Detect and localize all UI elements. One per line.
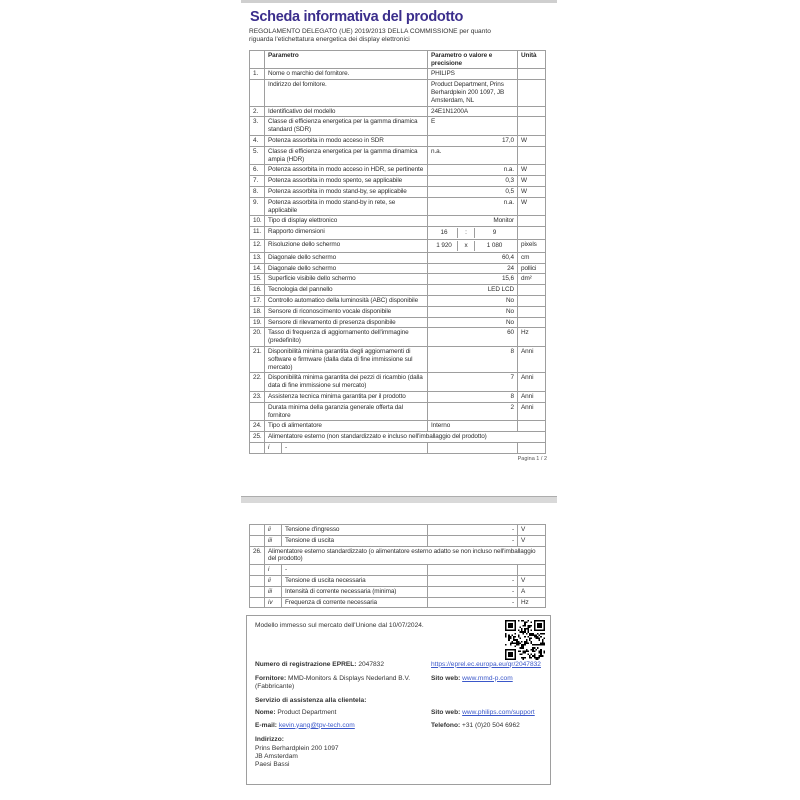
table-row xyxy=(250,306,546,317)
table-row xyxy=(250,263,546,274)
page-2 xyxy=(241,524,557,785)
table-row xyxy=(250,328,546,347)
param-label: Tipo di alimentatore xyxy=(265,421,428,432)
row-number xyxy=(250,80,265,106)
value-cell: 8 xyxy=(428,391,518,402)
email-info xyxy=(255,722,431,730)
table-row xyxy=(250,391,546,402)
row-number: 4. xyxy=(250,135,265,146)
value-cell: 7 xyxy=(428,373,518,392)
param-label: - xyxy=(282,442,428,453)
value-cell: Product Department, Prins Berhardplein 200 1097, JB Amsterdam, NL xyxy=(428,80,518,106)
param-label: Tasso di frequenza di aggiornamento dell'immagine (predefinito) xyxy=(265,328,428,347)
value-part: 16 xyxy=(440,229,448,237)
unit-cell: pixels xyxy=(518,239,546,252)
param-label: Risoluzione dello schermo xyxy=(265,239,428,252)
table-row xyxy=(250,535,546,546)
row-number: 25. xyxy=(250,432,265,443)
page-1 xyxy=(241,3,557,462)
param-label: Diagonale dello schermo xyxy=(265,252,428,263)
row-number: 26. xyxy=(250,546,265,565)
param-label: Classe di efficienza energetica per la gamma dinamica standard (SDR) xyxy=(265,117,428,136)
row-span-label: Alimentatore esterno standardizzato (o alimentatore esterno adatto se non incluso nell'imballaggio del prodotto) xyxy=(265,546,546,565)
param-label: Indirizzo del fornitore. xyxy=(265,80,428,106)
table-row xyxy=(250,586,546,597)
unit-cell: V xyxy=(518,535,546,546)
service-heading-label: Servizio di assistenza alla clientela: xyxy=(255,697,367,705)
param-label: Sensore di riconoscimento vocale disponibile xyxy=(265,306,428,317)
unit-cell xyxy=(518,216,546,227)
row-subindex: iv xyxy=(265,597,282,608)
row-number xyxy=(250,442,265,453)
qr-code-icon xyxy=(505,620,545,660)
unit-cell xyxy=(518,421,546,432)
unit-cell: A xyxy=(518,586,546,597)
unit-cell xyxy=(518,285,546,296)
value-cell: n.a. xyxy=(428,146,518,165)
value-cell: n.a. xyxy=(428,197,518,216)
table-row xyxy=(250,252,546,263)
address-line: JB Amsterdam xyxy=(255,753,298,761)
row-number xyxy=(250,525,265,536)
row-number: 13. xyxy=(250,252,265,263)
unit-cell: Anni xyxy=(518,373,546,392)
support-site xyxy=(431,709,542,717)
name-label: Nome: xyxy=(255,709,276,717)
row-number: 3. xyxy=(250,117,265,136)
supplier-info xyxy=(255,675,431,691)
value-cell: 8 xyxy=(428,346,518,372)
eprel-registration-row xyxy=(255,661,542,669)
row-number xyxy=(250,575,265,586)
row-number: 19. xyxy=(250,317,265,328)
table-row xyxy=(250,421,546,432)
table-row xyxy=(250,274,546,285)
param-label: Durata minima della garanzia generale offerta dal fornitore xyxy=(265,402,428,421)
header-valore: Parametro o valore e precisione xyxy=(428,50,518,69)
value-cell: 60,4 xyxy=(428,252,518,263)
table-row xyxy=(250,402,546,421)
value-cell: 2 xyxy=(428,402,518,421)
service-heading xyxy=(255,697,542,705)
table-row xyxy=(250,346,546,372)
row-number: 17. xyxy=(250,295,265,306)
table-row xyxy=(250,525,546,536)
value-cell xyxy=(428,442,518,453)
unit-cell xyxy=(518,295,546,306)
value-cell: No xyxy=(428,295,518,306)
unit-cell: cm xyxy=(518,252,546,263)
table-row xyxy=(250,165,546,176)
row-number xyxy=(250,586,265,597)
service-name xyxy=(255,709,431,717)
value-cell: Monitor xyxy=(428,216,518,227)
param-label: Potenza assorbita in modo spento, se applicabile xyxy=(265,176,428,187)
value-part: 9 xyxy=(492,229,497,237)
value-cell: - xyxy=(428,597,518,608)
param-label: Classe di efficienza energetica per la gamma dinamica ampia (HDR) xyxy=(265,146,428,165)
row-subindex: i xyxy=(265,565,282,576)
param-label: Assistenza tecnica minima garantita per il prodotto xyxy=(265,391,428,402)
row-number: 21. xyxy=(250,346,265,372)
header-empty-cell xyxy=(250,50,265,69)
page-footer: Pagina 1 / 2 xyxy=(517,455,547,462)
value-cell: - xyxy=(428,575,518,586)
table-row xyxy=(250,546,546,565)
param-label: Sensore di rilevamento di presenza disponibile xyxy=(265,317,428,328)
unit-cell: W xyxy=(518,135,546,146)
eprel-registration xyxy=(255,661,431,669)
mmd-website-link[interactable]: www.mmd-p.com xyxy=(462,674,513,682)
param-label: Intensità di corrente necessaria (minima) xyxy=(282,586,428,597)
value-cell: PHILIPS xyxy=(428,69,518,80)
value-cell xyxy=(428,565,518,576)
header-unita: Unità xyxy=(518,50,546,69)
value-cell: - xyxy=(428,525,518,536)
row-number xyxy=(250,402,265,421)
row-number: 24. xyxy=(250,421,265,432)
phone-number: +31 (0)20 504 6962 xyxy=(462,721,520,729)
param-label: Potenza assorbita in modo acceso in HDR, se pertinente xyxy=(265,165,428,176)
table-row xyxy=(250,227,546,240)
row-number: 11. xyxy=(250,227,265,240)
row-subindex: ii xyxy=(265,575,282,586)
unit-cell: Anni xyxy=(518,402,546,421)
row-span-label: Alimentatore esterno (non standardizzato e incluso nell'imballaggio del prodotto) xyxy=(265,432,546,443)
value-cell: 60 xyxy=(428,328,518,347)
value-cell: E xyxy=(428,117,518,136)
table-header-row xyxy=(250,50,546,69)
unit-cell xyxy=(518,227,546,240)
param-label: Potenza assorbita in modo acceso in SDR xyxy=(265,135,428,146)
eprel-number: 2047832 xyxy=(358,660,385,668)
value-cell: 0,5 xyxy=(428,186,518,197)
row-number: 15. xyxy=(250,274,265,285)
unit-cell: Hz xyxy=(518,328,546,347)
row-number: 2. xyxy=(250,106,265,117)
value-cell xyxy=(428,227,518,240)
unit-cell xyxy=(518,317,546,328)
param-label: Potenza assorbita in modo stand-by in rete, se applicabile xyxy=(265,197,428,216)
row-number: 1. xyxy=(250,69,265,80)
table-row xyxy=(250,285,546,296)
unit-cell: W xyxy=(518,186,546,197)
table-row xyxy=(250,317,546,328)
table-row xyxy=(250,575,546,586)
row-subindex: ii xyxy=(265,525,282,536)
row-number: 16. xyxy=(250,285,265,296)
value-cell: 0,3 xyxy=(428,176,518,187)
contact-row xyxy=(255,722,542,730)
header-parametro: Parametro xyxy=(265,50,428,69)
address-line: Paesi Bassi xyxy=(255,761,290,769)
value-cell xyxy=(428,239,518,252)
value-cell: - xyxy=(428,535,518,546)
value-parts xyxy=(431,241,514,251)
value-cell: - xyxy=(428,586,518,597)
param-label: Tecnologia del pannello xyxy=(265,285,428,296)
value-parts xyxy=(431,228,514,238)
unit-cell: V xyxy=(518,575,546,586)
unit-cell xyxy=(518,306,546,317)
row-number: 7. xyxy=(250,176,265,187)
eprel-qr-link[interactable]: https://eprel.ec.europa.eu/qr/2047832 xyxy=(431,660,541,668)
row-number: 6. xyxy=(250,165,265,176)
supplier-row xyxy=(255,675,542,691)
row-number: 5. xyxy=(250,146,265,165)
row-number: 9. xyxy=(250,197,265,216)
row-number: 22. xyxy=(250,373,265,392)
value-cell: No xyxy=(428,306,518,317)
value-cell: 17,0 xyxy=(428,135,518,146)
param-label: Tensione di uscita xyxy=(282,535,428,546)
value-cell: n.a. xyxy=(428,165,518,176)
unit-cell: Anni xyxy=(518,346,546,372)
unit-cell: Anni xyxy=(518,391,546,402)
table-row xyxy=(250,106,546,117)
address-lines xyxy=(255,745,542,770)
param-label: Disponibilità minima garantita degli aggiornamenti di software e firmware (dalla data di fine immissione sul mercato) xyxy=(265,346,428,372)
value-part: 1 080 xyxy=(486,241,503,249)
unit-cell xyxy=(518,106,546,117)
unit-cell: W xyxy=(518,165,546,176)
value-cell: 24 xyxy=(428,263,518,274)
eprel-link-wrap xyxy=(431,661,542,669)
eprel-info-box xyxy=(246,615,551,785)
row-number xyxy=(250,597,265,608)
supplier-site xyxy=(431,675,542,683)
param-label: Tensione di uscita necessaria xyxy=(282,575,428,586)
supplier-name: MMD-Monitors & Displays Nederland B.V. (Fabbricante) xyxy=(255,674,411,690)
row-number xyxy=(250,565,265,576)
regulation-subtitle: REGOLAMENTO DELEGATO (UE) 2019/2013 DELLA COMMISSIONE per quanto riguarda l'etichettatura energetica dei display elettronici xyxy=(249,28,491,44)
row-subindex: iii xyxy=(265,535,282,546)
row-number: 10. xyxy=(250,216,265,227)
address-line: Prins Berhardplein 200 1097 xyxy=(255,745,339,752)
row-number: 20. xyxy=(250,328,265,347)
table-row xyxy=(250,295,546,306)
value-part: : xyxy=(457,228,475,238)
unit-cell xyxy=(518,442,546,453)
row-number xyxy=(250,535,265,546)
table-row xyxy=(250,176,546,187)
service-name-value: Product Department xyxy=(277,709,337,717)
email-label: E-mail: xyxy=(255,721,277,729)
unit-cell xyxy=(518,69,546,80)
service-name-row xyxy=(255,709,542,717)
unit-cell xyxy=(518,146,546,165)
value-cell: LED LCD xyxy=(428,285,518,296)
param-label: Frequenza di corrente necessaria xyxy=(282,597,428,608)
supplier-label: Fornitore: xyxy=(255,674,287,682)
phone-label: Telefono: xyxy=(431,721,461,729)
table-row xyxy=(250,69,546,80)
row-number: 14. xyxy=(250,263,265,274)
row-number: 18. xyxy=(250,306,265,317)
unit-cell: Hz xyxy=(518,597,546,608)
value-part: 1 920 xyxy=(436,241,452,249)
value-cell: Interno xyxy=(428,421,518,432)
unit-cell: dm² xyxy=(518,274,546,285)
table-row xyxy=(250,146,546,165)
param-label: - xyxy=(282,565,428,576)
row-subindex: i xyxy=(265,442,282,453)
table-row xyxy=(250,432,546,443)
table-row xyxy=(250,597,546,608)
param-label: Tensione d'ingresso xyxy=(282,525,428,536)
row-subindex: iii xyxy=(265,586,282,597)
table-row xyxy=(250,197,546,216)
philips-support-link[interactable]: www.philips.com/support xyxy=(462,709,535,717)
table-row xyxy=(250,442,546,453)
value-cell: 24E1N1200A xyxy=(428,106,518,117)
row-number: 23. xyxy=(250,391,265,402)
table-row xyxy=(250,117,546,136)
param-label: Controllo automatico della luminosità (ABC) disponibile xyxy=(265,295,428,306)
support-email-link[interactable]: kevin.yang@tpv-tech.com xyxy=(278,721,355,729)
table-row xyxy=(250,373,546,392)
param-label: Nome o marchio del fornitore. xyxy=(265,69,428,80)
address-label: Indirizzo: xyxy=(255,735,284,743)
product-fiche-table-page2 xyxy=(249,524,546,608)
page-separator xyxy=(241,496,557,503)
table-row xyxy=(250,216,546,227)
eprel-label: Numero di registrazione EPREL: xyxy=(255,660,357,668)
unit-cell xyxy=(518,80,546,106)
param-label: Disponibilità minima garantita dei pezzi di ricambio (dalla data di fine immissione sul mercato) xyxy=(265,373,428,392)
support-site-label: Sito web: xyxy=(431,709,461,717)
page-title: Scheda informativa del prodotto xyxy=(250,9,464,25)
unit-cell xyxy=(518,117,546,136)
table-row xyxy=(250,565,546,576)
param-label: Diagonale dello schermo xyxy=(265,263,428,274)
value-part: x xyxy=(457,241,475,251)
market-entry-line: Modello immesso sul mercato dell'Unione dal 10/07/2024. xyxy=(255,622,424,630)
address-block xyxy=(255,736,542,770)
unit-cell: W xyxy=(518,176,546,187)
value-cell: No xyxy=(428,317,518,328)
param-label: Identificativo del modello xyxy=(265,106,428,117)
table-row xyxy=(250,239,546,252)
table-row xyxy=(250,135,546,146)
unit-cell xyxy=(518,565,546,576)
product-fiche-table-page1 xyxy=(249,50,546,454)
unit-cell: W xyxy=(518,197,546,216)
unit-cell: pollici xyxy=(518,263,546,274)
param-label: Potenza assorbita in modo stand-by, se applicabile xyxy=(265,186,428,197)
param-label: Rapporto dimensioni xyxy=(265,227,428,240)
param-label: Tipo di display elettronico xyxy=(265,216,428,227)
row-number: 12. xyxy=(250,239,265,252)
site-label: Sito web: xyxy=(431,674,461,682)
value-cell: 15,6 xyxy=(428,274,518,285)
table-row xyxy=(250,186,546,197)
phone-info xyxy=(431,722,542,730)
table-row xyxy=(250,80,546,106)
row-number: 8. xyxy=(250,186,265,197)
param-label: Superficie visibile dello schermo xyxy=(265,274,428,285)
unit-cell: V xyxy=(518,525,546,536)
